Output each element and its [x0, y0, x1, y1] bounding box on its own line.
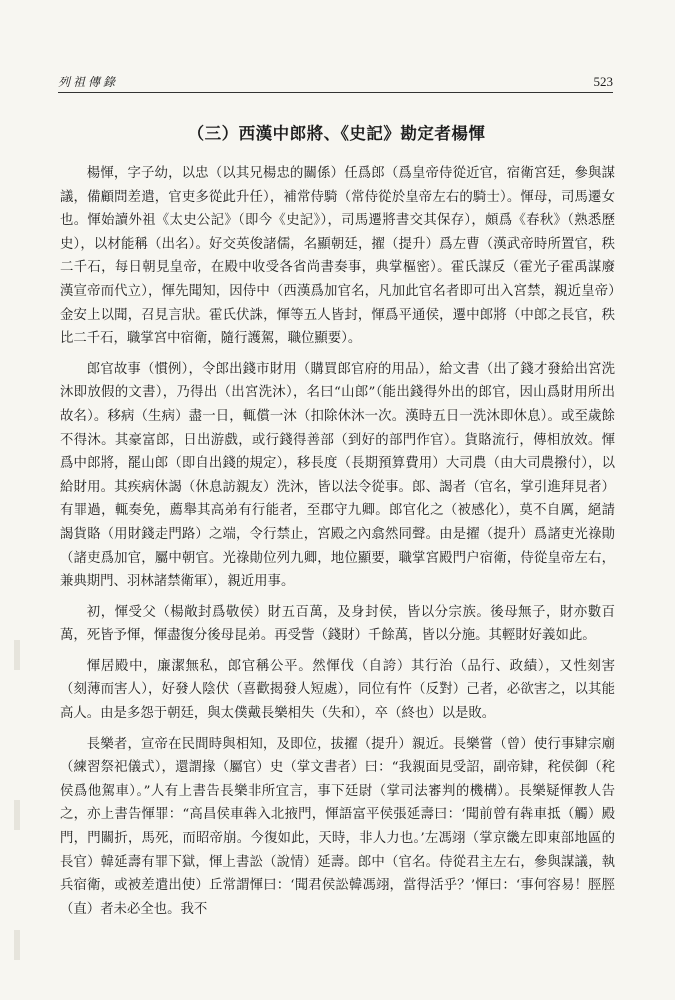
running-title: 列祖傳錄 [58, 75, 119, 89]
paragraph: 長樂者，宣帝在民間時與相知，及即位，拔擢（提升）親近。長樂嘗（曾）使行事肄宗廟（練習祭祀儀式），還謂掾（屬官）史（掌文書者）曰：“我親面見受詔，副帝肄，秺侯御（秺侯爲他駕車）。”人有上書告長樂非所宜言，事下廷尉（掌司法審判的機構）。長樂疑惲教人告之，亦上書告惲罪：“高昌侯車犇入北掖門，惲語富平侯張延壽曰：‘聞前曾有犇車抵（觸）殿門，門關折，馬死，而昭帝崩。今復如此，天時，非人力也。’左馮翊（掌京畿左即東部地區的長官）韓延壽有罪下獄，惲上書訟（說情）延壽。郎中（官名。侍從君主左右，參與謀議，執兵宿衛，或被差遣出使）丘常謂惲曰：‘聞君侯訟韓馮翊，當得活乎？’惲曰：‘事何容易！脛脛（直）者未必全也。我不 [60, 736, 615, 917]
running-header [58, 68, 613, 90]
paragraph: 初，惲受父（楊敞封爲敬侯）財五百萬，及身封侯，皆以分宗族。後母無子，財亦數百萬，死皆予惲，惲盡復分後母昆弟。再受訾（錢財）千餘萬，皆以分施。其輕財好義如此。 [60, 604, 615, 644]
margin-mark [14, 640, 20, 670]
section-title: （三）西漢中郎將、《史記》勘定者楊惲 [187, 124, 486, 143]
margin-mark [14, 930, 20, 960]
paragraph: 郎官故事（慣例），令郎出錢市財用（購買郎官府的用品），給文書（出了錢才發給出宮洗沐即放假的文書），乃得出（出宮洗沐），名曰“山郎”（能出錢得外出的郎官，因山爲財用所出故名）。移病（生病）盡一日，輒償一沐（扣除休沐一次。漢時五日一洗沐即休息）。或至歲餘不得沐。其豪富郎，日出游戲，或行錢得善部（到好的部門作官）。貨賂流行，傳相放效。惲爲中郎將，罷山郎（即自出錢的規定），移長度（長期預算費用）大司農（由大司農撥付），以給財用。其疾病休謁（休息訪親友）洗沐，皆以法令從事。郎、謁者（官名，掌引進拜見者）有罪過，輒奏免，薦舉其高弟有行能者，至郡守九卿。郎官化之（被感化），莫不自厲，絕請謁貨賂（用財錢走門路）之端，令行禁止，宮殿之內翕然同聲。由是擢（提升）爲諸吏光祿勛（諸吏爲加官，屬中朝官。光祿勛位列九卿，地位顯要，職掌宮殿門户宿衛，侍從皇帝左右，兼典期門、羽林諸禁衛軍），親近用事。 [60, 361, 615, 590]
body-text [60, 162, 615, 996]
paragraph: 惲居殿中，廉潔無私，郎官稱公平。然惲伐（自誇）其行治（品行、政績），又性刻害（刻薄而害人），好發人陰伏（喜歡揭發人短處），同位有忤（反對）己者，必欲害之，以其能高人。由是多怨于朝廷，與太僕戴長樂相失（失和），卒（終也）以是敗。 [60, 658, 615, 722]
header-rule [58, 92, 613, 93]
paragraph: 楊惲，字子幼，以忠（以其兄楊忠的關係）任爲郎（爲皇帝侍從近官，宿衛宮廷，參與謀議，備顧問差遣，官吏多從此升任），補常侍騎（常侍從於皇帝左右的騎士）。惲母，司馬遷女也。惲始讀外祖《太史公記》（即今《史記》），司馬遷將書交其保存），頗爲《春秋》（熟悉歷史），以材能稱（出名）。好交英俊諸儒，名顯朝廷，擢（提升）爲左曹（漢武帝時所置官，秩二千石，每日朝見皇帝，在殿中收受各省尚書奏事，典掌樞密）。霍氏謀反（霍光子霍禹謀廢漢宣帝而代立），惲先聞知，因侍中（西漢爲加官名，凡加此官名者即可出入宮禁，親近皇帝）金安上以聞，召見言狀。霍氏伏誅，惲等五人皆封，惲爲平通侯，遷中郎將（中郎之長官，秩比二千石，職掌宮中宿衛，隨行護駕，職位顯要）。 [60, 166, 615, 347]
margin-mark [14, 800, 20, 830]
page-number: 523 [593, 74, 613, 89]
